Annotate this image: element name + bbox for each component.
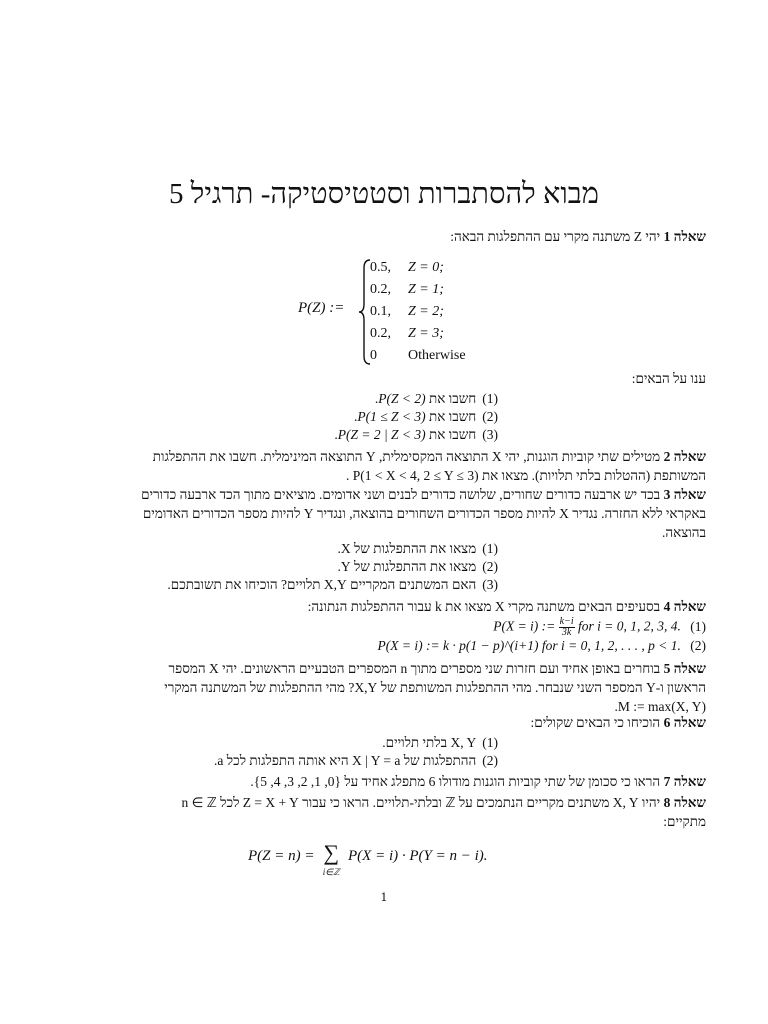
- list-item: (2)חשבו את P(1 ≤ Z < 3).: [354, 409, 498, 424]
- q5-paragraph: שאלה 5 בוחרים באופן אחיד ועם חזרות שני מספרים מתוך n המספרים הטבעיים הראשונים. יהי X המספר הראשון ו-Y המספר השני שנבחר. מהי ההתפלגות המשותפת של X,Y? מהי ההתפלגות של המשתנה המקרי M := max(X, Y).: [164, 661, 706, 714]
- q1-answer-prompt: ענו על הבאים:: [631, 371, 706, 386]
- q6-label: שאלה 6: [663, 715, 706, 730]
- q2-paragraph: שאלה 2 מטילים שתי קוביות הוגנות, יהי X התוצאה המקסימלית, Y התוצאה המינימלית. חשבו את ההתפלגות המשותפת (ההטלות בלתי תלויות). מצאו את P(1 < X < 4, 2 ≤ Y ≤ 3) .: [152, 449, 706, 483]
- q1-intro-text: יהי Z משתנה מקרי עם ההתפלגות הבאה:: [450, 229, 664, 244]
- list-item: (2)ההתפלגות של X | Y = a היא אותה התפלגות לכל a.: [214, 753, 498, 768]
- pmf-lhs: P(Z) :=: [298, 300, 345, 316]
- pmf-row: 0.5, Z = 0;: [370, 260, 444, 275]
- q1-label: שאלה 1: [663, 229, 706, 244]
- q4-intro: שאלה 4 בסעיפים הבאים משתנה מקרי X מצאו את k עבור ההתפלגות הנתונה:: [307, 599, 706, 614]
- pmf-row: 0 Otherwise: [370, 348, 466, 363]
- list-item: P(X = i) := $\frac{k-i}{3k}$ for i = 0, 1, 2, 3, 4. (1): [493, 616, 706, 638]
- list-item: P(X = i) := k · p(1 − p)^(i+1) for i = 0, 1, 2, . . . , p < 1. (2): [377, 638, 706, 653]
- list-item: (1)X, Y בלתי תלויים.: [382, 735, 498, 750]
- pmf-row: 0.2, Z = 3;: [370, 326, 444, 341]
- q1-pmf: [298, 258, 498, 368]
- q6-intro: שאלה 6 הוכיחו כי הבאים שקולים:: [530, 715, 706, 730]
- list-item: (3)חשבו את P(Z = 2 | Z < 3).: [334, 427, 498, 442]
- q7-label: שאלה 7: [663, 774, 706, 789]
- list-item: (1)חשבו את P(Z < 2).: [374, 391, 498, 406]
- q8-paragraph: שאלה 8 יהיו X, Y משתנים מקריים הנתמכים על ℤ ובלתי-תלויים. הראו כי עבור Z = X + Y לכל n ∈ ℤ מתקיים:: [181, 795, 706, 829]
- q1-intro: [450, 229, 706, 245]
- list-item: (2)מצאו את ההתפלגות של Y.: [337, 559, 498, 574]
- summation-icon: ∑ i∈ℤ: [322, 840, 340, 877]
- q8-label: שאלה 8: [663, 795, 706, 810]
- page-number: 1: [380, 891, 388, 904]
- q2-label: שאלה 2: [663, 449, 706, 464]
- q4-label: שאלה 4: [663, 599, 706, 614]
- q3-paragraph: שאלה 3 בכד יש ארבעה כדורים שחורים, שלושה כדורים לבנים ושני אדומים. מוציאים מתוך הכד ארבעה כדורים באקראי ללא החזרה. נגדיר X להיות מספר הכדורים השחורים בהוצאה, ונגדיר Y להיות מספר הכדורים האדומים בהוצאה.: [141, 487, 706, 540]
- q3-label: שאלה 3: [663, 487, 706, 502]
- fraction: $\frac{k-i}{3k}$: [559, 616, 574, 638]
- pmf-row: 0.2, Z = 1;: [370, 282, 444, 297]
- list-item: (3)האם המשתנים המקריים X,Y תלויים? הוכיחו את תשובתכם.: [167, 577, 498, 592]
- q8-display-equation: P(Z = n) = ∑ i∈ℤ P(X = i) · P(Y = n − i).: [248, 840, 488, 877]
- list-item: (1)מצאו את ההתפלגות של X.: [337, 541, 498, 556]
- page-title: מבוא להסתברות וסטטיסטיקה- תרגיל 5: [169, 178, 599, 210]
- pmf-row: 0.1, Z = 2;: [370, 304, 444, 319]
- q5-label: שאלה 5: [663, 661, 706, 676]
- q7-line: שאלה 7 הראו כי סכומן של שתי קוביות הוגנות מודולו 6 מתפלג אחיד על {0, 1, 2, 3, 4, 5}.: [250, 774, 706, 789]
